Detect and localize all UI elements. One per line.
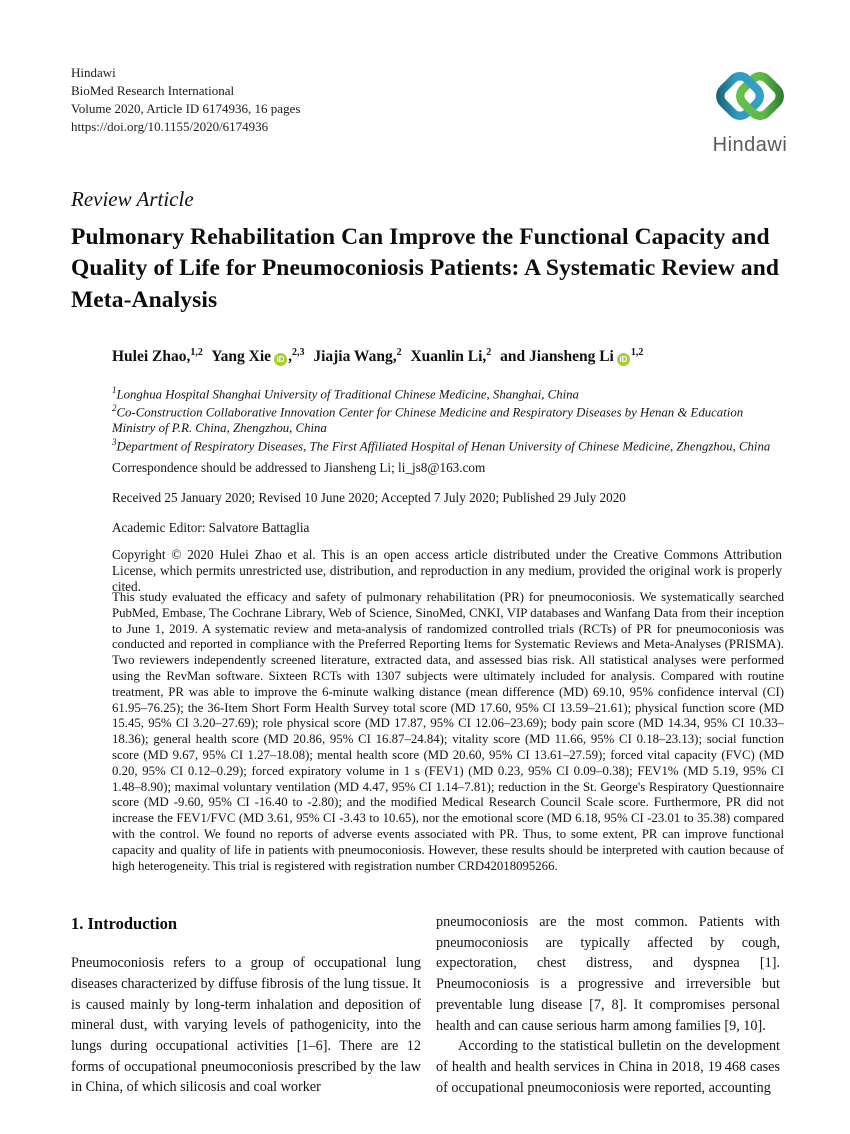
dates-line: Received 25 January 2020; Revised 10 June 2020; Accepted 7 July 2020; Published 29 July 2020: [112, 490, 626, 505]
article-title: Pulmonary Rehabilitation Can Improve the Functional Capacity and Quality of Life for Pneumoconiosis Patients: A Systematic Review and Meta-Analysis: [71, 224, 780, 313]
author-affil-sup: 2: [486, 347, 492, 358]
affiliation: $^1$Longhua Hospital Shanghai University of Traditional Chinese Medicine, Shanghai, China: [112, 385, 579, 402]
abstract-text: This study evaluated the efficacy and safety of pulmonary rehabilitation (PR) for pneumoconiosis. We systematically searched PubMed, Embase, The Cochrane Library, Web of Science, SinoMed, CNKI, VIP databases and Wanfang Data from their inception to June 1, 2019. A systematic review and meta-analysis of randomized controlled trials (RCTs) of PR for pneumoconiosis was conducted and reported in compliance with the Preferred Reporting Items for Systematic Reviews and Meta-Analyses (PRISMA). Two reviewers independently screened literature, extracted data, and assessed bias risk. All statistical analyses were performed using the RevMan software. Sixteen RCTs with 1307 subjects were ultimately included for analysis. Compared with routine treatment, PR was able to improve the 6-minute walking distance (mean difference (MD) 69.10, 95% confidence interval (CI) 61.95–76.25); the 36-Item Short Form Health Survey total score (MD 17.60, 95% CI 13.59–21.61); physical function score (MD 15.45, 95% CI 3.20–27.69); role physical score (MD 17.87, 95% CI 12.06–23.69); body pain score (MD 14.34, 95% CI 10.33–18.36); general health score (MD 20.86, 95% CI 16.87–24.84); vitality score (MD 11.66, 95% CI 0.18–23.13); social function score (MD 9.67, 95% CI 1.27–18.08); mental health score (MD 20.60, 95% CI 13.61–27.59); forced vital capacity (FVC) (MD 0.20, 95% CI 0.12–0.29); forced expiratory volume in 1 s (FEV1) (MD 0.23, 95% CI 0.09–0.38); FEV1% (MD 5.19, 95% CI 1.48–8.90); maximal voluntary ventilation (MD 4.47, 95% CI 1.14–7.81); reduction in the St. George's Respiratory Questionnaire score (MD -9.60, 95% CI -16.40 to -2.80); and the modified Medical Research Council Scale score. Furthermore, PR did not increase the FEV1/FVC (MD 3.61, 95% CI -3.43 to 10.65), nor the emotional score (MD 6.18, 95% CI -23.01 to 35.38) compared with the control. We found no reports of adverse events associated with PR. Thus, to some extent, PR can improve functional capacity and quality of life in patients with pneumoconiosis. However, these results should be interpreted with caution because of high heterogeneity. This trial is registered with registration number CRD42018095266.: [112, 590, 784, 873]
intro-paragraph: Pneumoconiosis refers to a group of occupational lung diseases characterized by diffuse fibrosis of the lung tissue. It is caused mainly by long-term inhalation and deposition of mineral dust, with varying levels of pathogenicity, into the lungs during occupational activities [1–6]. There are 12 forms of occupational pneumoconiosis prescribed by the law in China, of which silicosis and coal worker: [71, 955, 421, 1096]
author-affil-sup: 1,2: [630, 347, 644, 358]
author-affil-sup: 2,3: [291, 347, 305, 358]
author: Hulei Zhao,$^{1,2}$: [112, 347, 203, 366]
orcid-icon[interactable]: iD: [274, 353, 287, 366]
email-link[interactable]: li_js8@163.com: [398, 460, 486, 475]
author: Xuanlin Li,$^2$: [410, 347, 492, 366]
author: Jiajia Wang,$^2$: [313, 347, 402, 366]
hindawi-logo-icon: [694, 60, 806, 132]
orcid-icon[interactable]: iD: [617, 353, 630, 366]
section-heading-introduction: 1. Introduction: [71, 914, 178, 933]
publisher-logo: [694, 60, 806, 157]
author: Yang Xie iD ,$^{2,3}$: [211, 347, 305, 366]
doi-link[interactable]: https://doi.org/10.1155/2020/6174936: [71, 118, 269, 134]
intro-paragraph-2: According to the statistical bulletin on the development of health and health services in China in 2018, 19 468 cases of occupational pneumoconiosis were reported, accounting: [436, 1038, 780, 1096]
affiliation: $^2$Co-Construction Collaborative Innovation Center for Chinese Medicine and Respiratory Diseases by Henan & Education Ministry of P.R. China, Zhengzhou, China: [112, 403, 744, 435]
academic-editor-line: Academic Editor: Salvatore Battaglia: [112, 520, 310, 535]
body-column-right: [436, 912, 780, 1099]
intro-paragraph-continued: pneumoconiosis are the most common. Patients with pneumoconiosis are typically affected by cough, expectoration, chest distress, and dyspnea [1]. Pneumoconiosis is a progressive and irreversible but preventable lung disease [7, 8]. It compromises personal health and can cause serious harm among families [9, 10].: [436, 914, 780, 1034]
article-type-label: Review Article: [71, 187, 194, 211]
author-affil-sup: 2: [396, 347, 402, 358]
hindawi-wordmark: Hindawi: [712, 134, 788, 156]
author-affil-sup: 1,2: [190, 347, 203, 358]
affiliation: $^3$Department of Respiratory Diseases, The First Affiliated Hospital of Henan University of Chinese Medicine, Zhengzhou, China: [112, 436, 771, 454]
author-byline: [112, 347, 782, 366]
journal-name: BioMed Research International: [71, 82, 235, 98]
publisher-name: Hindawi: [71, 65, 116, 80]
body-column-left: [71, 912, 421, 1098]
author: and Jiansheng Li iD$^{1,2}$: [500, 347, 644, 366]
copyright-notice: Copyright © 2020 Hulei Zhao et al. This is an open access article distributed under the Creative Commons Attribution License, which permits unrestricted use, distribution, and reproduction in any medium, provided the original work is properly cited.: [112, 547, 782, 595]
volume-line: Volume 2020, Article ID 6174936, 16 pages: [71, 100, 301, 116]
correspondence-line: Correspondence should be addressed to Jiansheng Li; li_js8@163.com: [112, 460, 486, 475]
affiliations: [112, 385, 788, 455]
publisher-header: [71, 64, 300, 136]
